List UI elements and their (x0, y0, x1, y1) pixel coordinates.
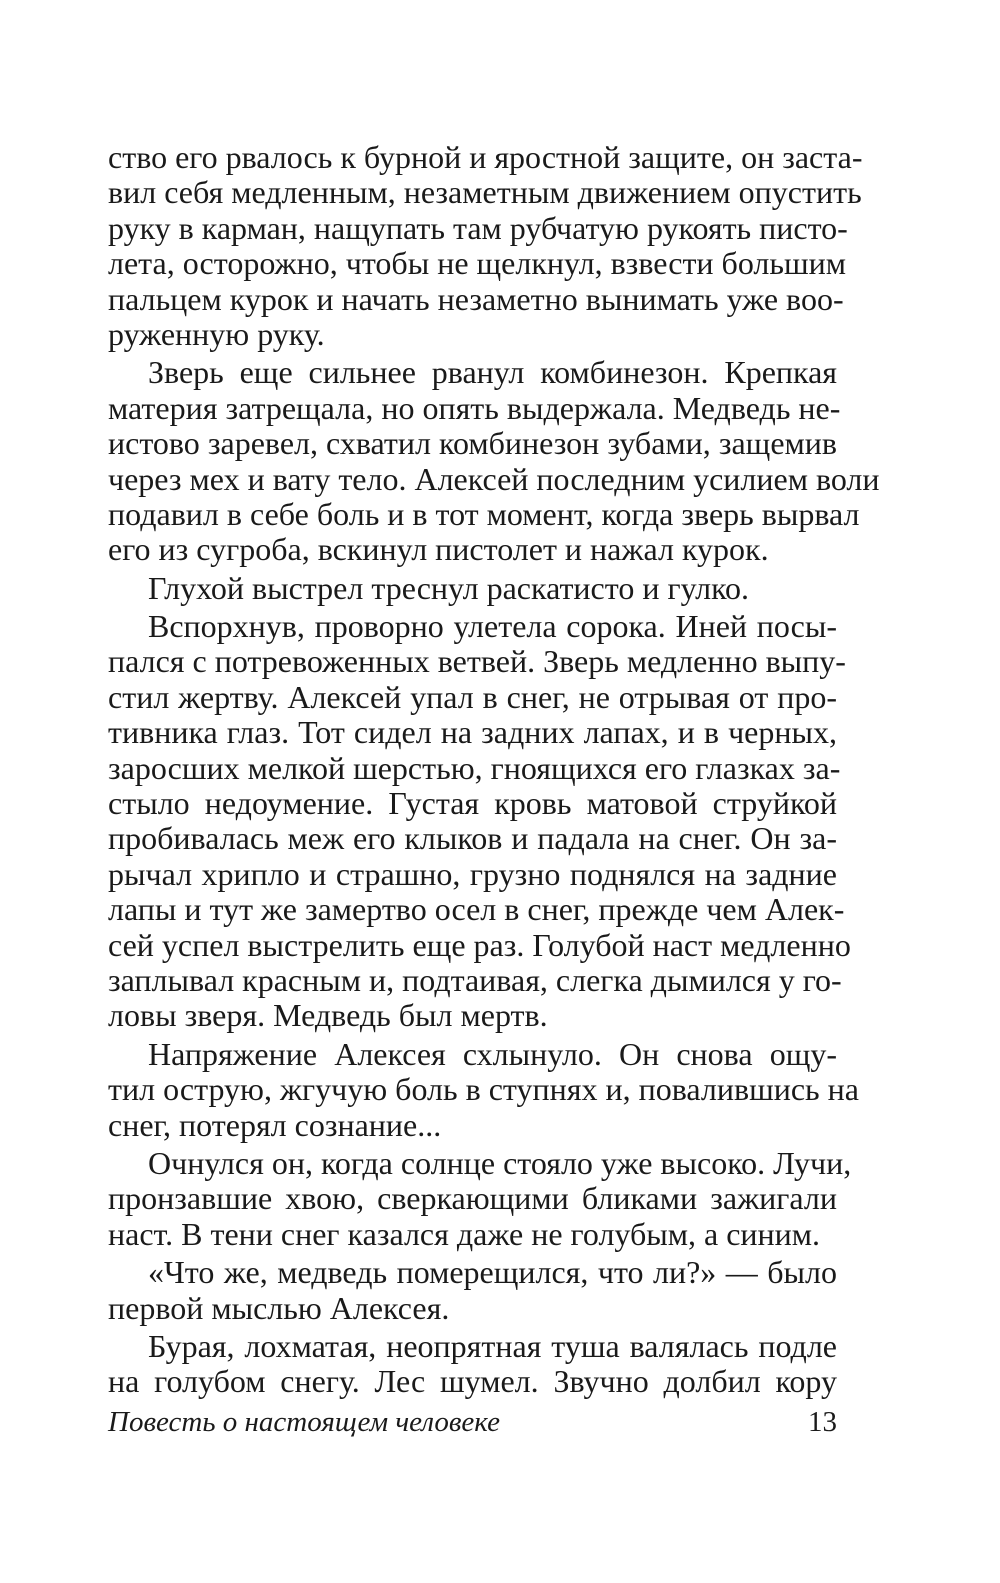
text-line: стил жертву. Алексей упал в снег, не отрывая от про- (108, 678, 837, 715)
text-line: вил себя медленным, незаметным движением опустить (108, 174, 862, 211)
text-line: на голубом снегу. Лес шумел. Звучно долбил кору (108, 1363, 837, 1400)
text-line: ство его рвалось к бурной и яростной защите, он заста- (108, 139, 863, 175)
text-line: через мех и вату тело. Алексей последним усилием воли (108, 460, 880, 497)
text-line: рычал хрипло и страшно, грузно поднялся на задние (108, 855, 837, 892)
text-line: стыло недоумение. Густая кровь матовой струйкой (108, 785, 837, 822)
text-line: Напряжение Алексея схлынуло. Он снова ощу- (148, 1035, 837, 1072)
text-line: пальцем курок и начать незаметно вынимать уже воо- (108, 280, 844, 317)
running-footer-title: Повесть о настоящем человеке (108, 1406, 501, 1438)
text-line: снег, потерял сознание... (108, 1106, 442, 1143)
text-line: лапы и тут же замертво осел в снег, прежде чем Алек- (108, 891, 845, 928)
text-line: заросших мелкой шерстью, гноящихся его глазках за- (108, 749, 841, 786)
text-line: наст. В тени снег казался даже не голубым, а синим. (108, 1215, 821, 1252)
page-number: 13 (808, 1406, 837, 1438)
text-line: истово заревел, схватил комбинезон зубами, защемив (108, 425, 837, 462)
text-line: сей успел выстрелить еще раз. Голубой наст медленно (108, 926, 851, 963)
text-line: тил острую, жгучую боль в ступнях и, повалившись на (108, 1071, 859, 1108)
text-line: тивника глаз. Тот сидел на задних лапах, и в черных, (108, 714, 837, 751)
text-line: первой мыслью Алексея. (108, 1289, 450, 1326)
text-line: Глухой выстрел треснул раскатисто и гулко. (148, 569, 750, 606)
text-line: руку в карман, нащупать там рубчатую рукоять писто- (108, 209, 848, 246)
text-line: Зверь еще сильнее рванул комбинезон. Крепкая (148, 354, 837, 391)
text-line: заплывал красным и, подтаивая, слегка дымился у го- (108, 961, 842, 998)
text-line: подавил в себе боль и в тот момент, когда зверь вырвал (108, 495, 860, 532)
text-line: Бурая, лохматая, неопрятная туша валялась подле (148, 1327, 837, 1364)
text-line: лета, осторожно, чтобы не щелкнул, взвести большим (108, 245, 846, 282)
text-line: пронзавшие хвою, сверкающими бликами зажигали (108, 1180, 837, 1217)
text-line: Очнулся он, когда солнце стояло уже высоко. Лучи, (148, 1144, 852, 1181)
text-line: пался с потревоженных ветвей. Зверь медленно выпу- (108, 643, 846, 680)
text-line: пробивалась меж его клыков и падала на снег. Он за- (108, 820, 837, 857)
page-footer (108, 1402, 837, 1442)
text-line: его из сугроба, вскинул пистолет и нажал курок. (108, 531, 769, 568)
text-line: Вспорхнув, проворно улетела сорока. Иней посы- (148, 608, 837, 645)
text-line: ловы зверя. Медведь был мертв. (108, 997, 548, 1034)
text-line: руженную руку. (108, 315, 325, 352)
text-line: материя затрещала, но опять выдержала. Медведь не- (108, 389, 841, 426)
page-body-text (108, 139, 880, 1400)
text-line: «Что же, медведь померещился, что ли?» — было (148, 1254, 837, 1291)
